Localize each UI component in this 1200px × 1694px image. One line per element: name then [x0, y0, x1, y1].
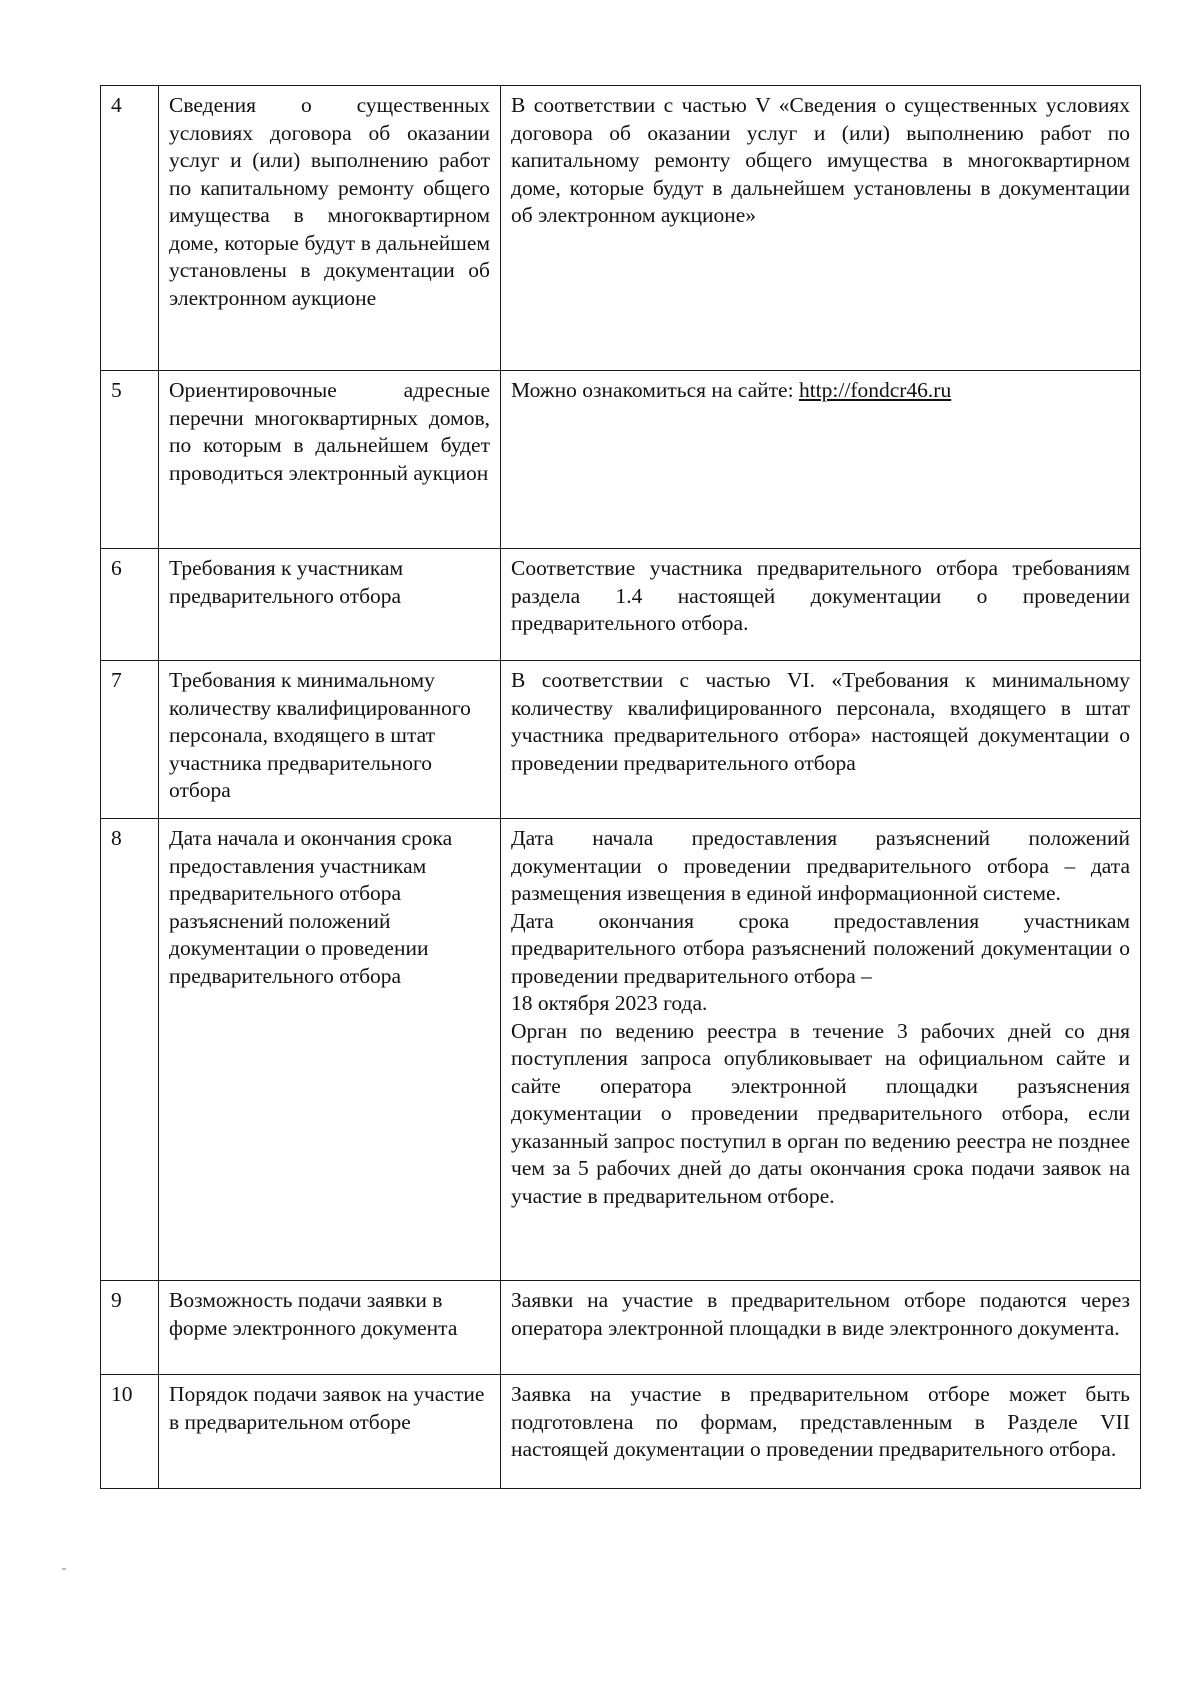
row-number: 10 [101, 1375, 159, 1489]
row-parameter-name: Возможность подачи заявки в форме электронного документа [159, 1281, 501, 1375]
table-row [101, 819, 1141, 1281]
row-parameter-name: Требования к участникам предварительного отбора [159, 549, 501, 661]
row-parameter-name: Сведения о существенных условиях договора об оказании услуг и (или) выполнению работ по капитальному ремонту общего имущества в многоквартирном доме, которые будут в дальнейшем установлены в документации об электронном аукционе [159, 86, 501, 371]
table-row [101, 661, 1141, 819]
row-number: 8 [101, 819, 159, 1281]
row-parameter-value [501, 819, 1141, 1281]
requirements-table [100, 85, 1141, 1489]
row-parameter-value: В соответствии с частью V «Сведения о существенных условиях договора об оказании услуг и (или) выполнению работ по капитальному ремонту общего имущества в многоквартирном доме, которые будут в дальнейшем установлены в документации об электронном аукционе» [501, 86, 1141, 371]
row-parameter-value: В соответствии с частью VI. «Требования к минимальному количеству квалифицированного персонала, входящего в штат участника предварительного отбора» настоящей документации о проведении предварительного отбора [501, 661, 1141, 819]
row-parameter-value: Соответствие участника предварительного отбора требованиям раздела 1.4 настоящей документации о проведении предварительного отбора. [501, 549, 1141, 661]
row-parameter-name: Порядок подачи заявок на участие в предварительном отборе [159, 1375, 501, 1489]
row-parameter-value [501, 371, 1141, 549]
row-parameter-value: Заявки на участие в предварительном отборе подаются через оператора электронной площадки в виде электронного документа. [501, 1281, 1141, 1375]
row-parameter-name: Ориентировочные адресные перечни многоквартирных домов, по которым в дальнейшем будет проводиться электронный аукцион [159, 371, 501, 549]
scan-speck [62, 1568, 66, 1570]
row-number: 6 [101, 549, 159, 661]
value-text: Можно ознакомиться на сайте: [511, 378, 799, 402]
value-paragraph: Дата начала предоставления разъяснений положений документации о проведении предварительного отбора – дата размещения извещения в единой информационной системе. [511, 826, 1130, 905]
table-row [101, 371, 1141, 549]
row-parameter-name: Дата начала и окончания срока предоставления участникам предварительного отбора разъяснений положений документации о проведении предварительного отбора [159, 819, 501, 1281]
row-parameter-value: Заявка на участие в предварительном отборе может быть подготовлена по формам, представленным в Разделе VII настоящей документации о проведении предварительного отбора. [501, 1375, 1141, 1489]
table-row [101, 1375, 1141, 1489]
table-row [101, 1281, 1141, 1375]
table-row [101, 86, 1141, 371]
row-number: 4 [101, 86, 159, 371]
value-paragraph: Дата окончания срока предоставления участникам предварительного отбора разъяснений положений документации о проведении предварительного отбора – [511, 908, 1130, 988]
value-paragraph: Орган по ведению реестра в течение 3 рабочих дней со дня поступления запроса опубликовывает на официальном сайте и сайте оператора электронной площадки разъяснения документации о проведении предварительного отбора, если указанный запрос поступил в орган по ведению реестра не позднее чем за 5 рабочих дней до даты окончания срока подачи заявок на участие в предварительном отборе. [511, 1018, 1130, 1208]
row-number: 5 [101, 371, 159, 549]
deadline-date: 18 октября 2023 года. [511, 991, 708, 1015]
row-number: 9 [101, 1281, 159, 1375]
row-number: 7 [101, 661, 159, 819]
table-row [101, 549, 1141, 661]
site-link[interactable]: http://fondcr46.ru [798, 378, 952, 402]
row-parameter-name: Требования к минимальному количеству квалифицированного персонала, входящего в штат участника предварительного отбора [159, 661, 501, 819]
